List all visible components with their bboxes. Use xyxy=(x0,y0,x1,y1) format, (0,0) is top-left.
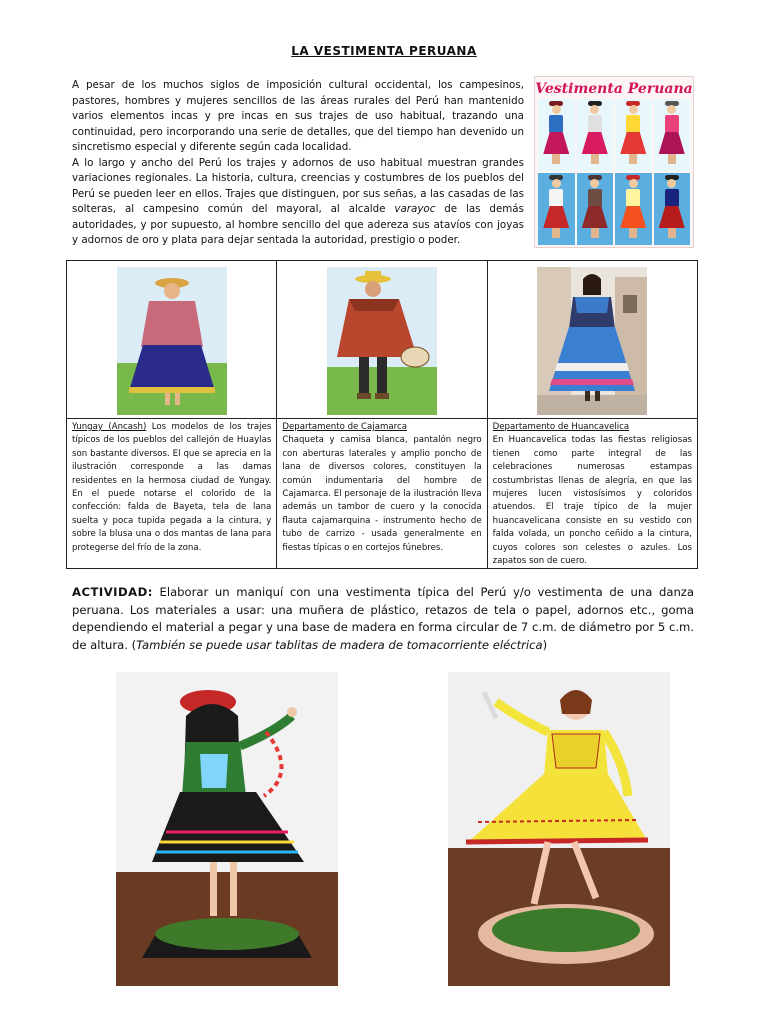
actividad-paragraph: ACTIVIDAD: Elaborar un maniquí con una vestimenta típica del Perú y/o vestimenta de una danza peruana. Los materiales a usar: una muñera de plástico, retazos de tela o papel, adornos etc., goma dependiendo el material a pegar y una base de madera en forma circular de 7 c.m. de diámetro por 5 c.m. de altura. (También se puede usar tablitas de madera de tomacorriente eléctrica) xyxy=(72,585,694,652)
illustration-cell-cajamarca xyxy=(277,261,487,419)
actividad-italic-note: También se puede usar tablitas de madera de tomacorriente eléctrica xyxy=(136,637,543,652)
cajamarca-man-illustration xyxy=(327,267,437,415)
dancer-doll-photo-1 xyxy=(116,672,338,986)
poster-doll xyxy=(654,173,691,245)
yungay-description xyxy=(67,419,277,569)
huancavelica-description xyxy=(487,419,697,569)
cajamarca-heading: Departamento de Cajamarca xyxy=(282,422,407,432)
poster-doll xyxy=(615,99,652,171)
page-title: LA VESTIMENTA PERUANA xyxy=(291,44,477,58)
poster-doll xyxy=(538,99,575,171)
actividad-label: ACTIVIDAD: xyxy=(72,585,153,599)
cajamarca-description xyxy=(277,419,487,569)
illustration-cell-huancavelica xyxy=(487,261,697,419)
poster-title: Vestimenta Peruana xyxy=(535,81,693,97)
trajes-table xyxy=(66,260,698,569)
vestimenta-poster xyxy=(534,76,694,248)
intro-text xyxy=(72,78,524,249)
cajamarca-text: Chaqueta y camisa blanca, pantalón negro con aberturas laterales y amplio poncho de lana de diversos colores, constituyen la común indumentaria del hombre de Cajamarca. El personaje de la ilustración lleva además un tambor de cuero y la conocida flauta cajamarquina - instrumento hecho de tubo de carrizo - usada generalmente en fiestas típicas o en cortejos fúnebres. xyxy=(282,435,482,553)
poster-doll xyxy=(577,99,614,171)
poster-doll xyxy=(538,173,575,245)
yungay-woman-illustration xyxy=(117,267,227,415)
poster-doll xyxy=(615,173,652,245)
yungay-text: Los modelos de los trajes típicos de los pueblos del callejón de Huaylas son bastante diversos. El que se aprecia en la ilustración corresponde a las damas residentes en la hermosa ciudad de Yungay. En el puede notarse el colorido de la confección: falda de Bayeta, tela de lana suelta y poca tupida pegada a la cintura, y sobre la blusa una o dos mantas de lana para protegerse del frío de la zona. xyxy=(72,422,272,553)
illustration-cell-yungay xyxy=(67,261,277,419)
poster-doll xyxy=(654,99,691,171)
huancavelica-heading: Departamento de Huancavelica xyxy=(492,422,630,432)
intro-paragraph-1: A pesar de los muchos siglos de imposición cultural occidental, los campesinos, pastores, hombres y mujeres sencillos de las áreas rurales del Perú han mantenido varios elementos incas y pre incas en sus trajes de uso habitual, trazando una continuidad, pero incorporando una serie de detalles, que del tiempo han devenido un sincretismo especial y diferente según cada localidad. xyxy=(72,79,524,153)
poster-grid xyxy=(538,99,690,245)
intro-paragraph-2: A lo largo y ancho del Perú los trajes y adornos de uso habitual muestran grandes variaciones regionales. La historia, cultura, creencias y costumbres de los pueblos del Perú se pueden leer en ellos. Trajes que distinguen, por sus señas, a las casadas de las solteras, al campesino común del mayoral, al alcalde varayoc de las demás autoridades, y por supuesto, al hombre sencillo del que adereza sus atavíos con joyas y adornos de oro y plata para dejar sentada la autoridad, prestigio o poder. xyxy=(72,156,524,246)
huancavelica-text: En Huancavelica todas las fiestas religiosas tienen como parte integral de las celebraciones numerosas estampas costumbristas llenas de alegría, en que las mujeres lucen vistosísimos y coloridos atuendos. El traje típico de la mujer huancavelicana consiste en su vestido con falda volada, un poncho ceñido a la cintura, cuyos colores son celestes o azules. Los zapatos son de cuero. xyxy=(492,435,692,567)
huancavelica-woman-photo xyxy=(537,267,647,415)
poster-doll xyxy=(577,173,614,245)
yungay-heading: Yungay (Ancash) xyxy=(72,422,147,432)
dancer-doll-photo-2 xyxy=(448,672,670,986)
actividad-text: Elaborar un maniquí con una vestimenta típica del Perú y/o vestimenta de una danza peruana. Los materiales a usar: una muñera de plástico, retazos de tela o papel, adornos etc., goma dependiendo el material a pegar y una base de madera en forma circular de 7 c.m. de diámetro por 5 c.m. de altura. ( xyxy=(72,585,694,652)
